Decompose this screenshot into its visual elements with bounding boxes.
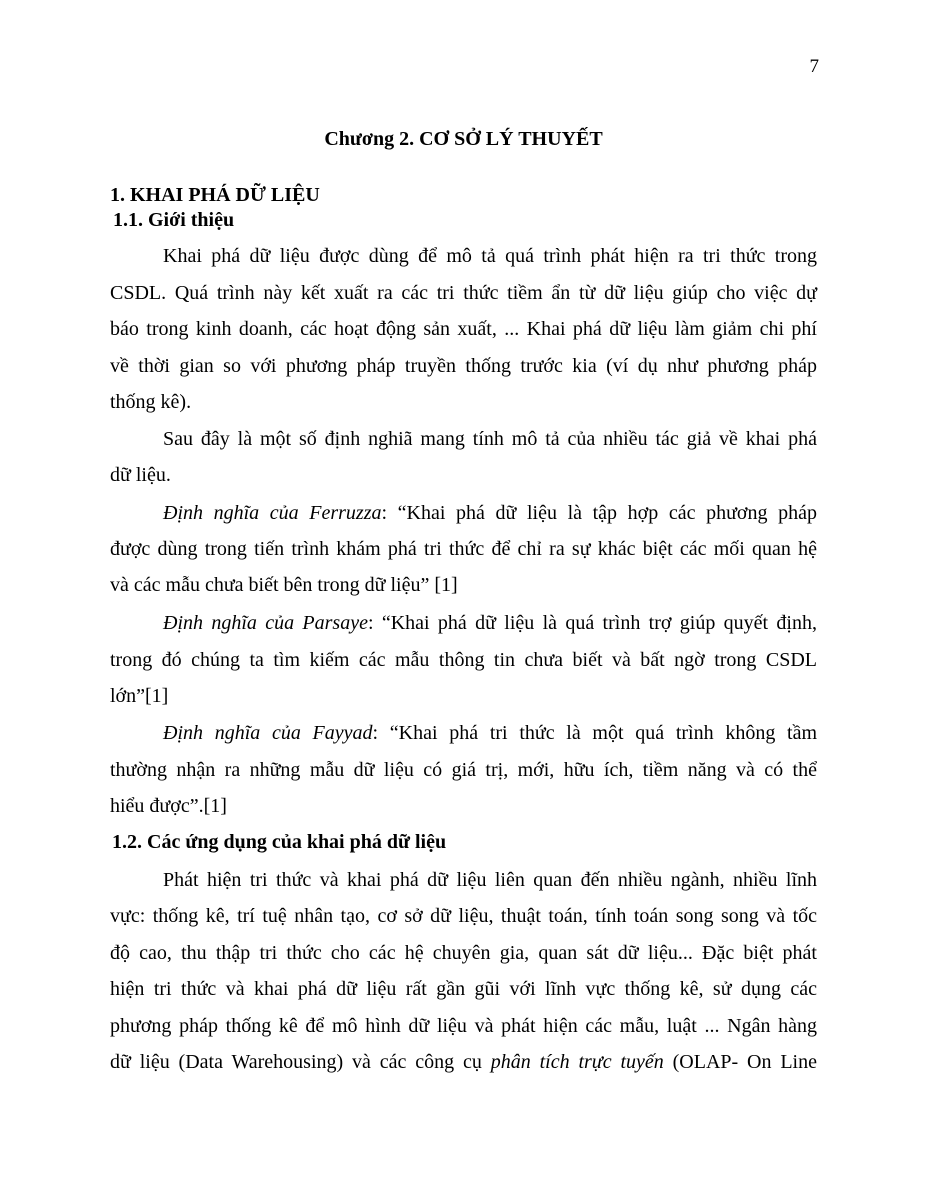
text-line: và các mẫu chưa biết bên trong dữ liệu” [1] (110, 574, 458, 596)
text-line: phương pháp thống kê để mô hình dữ liệu và phát hiện các mẫu, luật ... Ngân hàng (110, 1015, 817, 1037)
text-line: được dùng trong tiến trình khám phá tri thức để chỉ ra sự khác biệt các mối quan hệ (110, 538, 817, 560)
definition-term: Định nghĩa của Parsaye (163, 612, 368, 634)
text-line: dữ liệu. (110, 464, 171, 486)
page-number: 7 (809, 56, 819, 77)
chapter-title: Chương 2. CƠ SỞ LÝ THUYẾT (324, 128, 603, 150)
text-line: lớn”[1] (110, 685, 169, 707)
text-line: vực: thống kê, trí tuệ nhân tạo, cơ sở dữ liệu, thuật toán, tính toán song song và tốc (110, 905, 817, 927)
text-line: Khai phá dữ liệu được dùng để mô tả quá trình phát hiện ra tri thức trong (163, 245, 817, 267)
text-line: Phát hiện tri thức và khai phá dữ liệu liên quan đến nhiều ngành, nhiều lĩnh (163, 869, 817, 891)
text-line: về thời gian so với phương pháp truyền thống trước kia (ví dụ như phương pháp (110, 355, 817, 377)
definition-term: Định nghĩa của Ferruzza (163, 502, 382, 524)
definition-term: Định nghĩa của Fayyad (163, 722, 373, 744)
text-line: thường nhận ra những mẫu dữ liệu có giá trị, mới, hữu ích, tiềm năng và có thể (110, 759, 817, 781)
text-line: hiện tri thức và khai phá dữ liệu rất gần gũi với lĩnh vực thống kê, sử dụng các (110, 978, 817, 1000)
text-line: dữ liệu (Data Warehousing) và các công cụ phân tích trực tuyến (OLAP- On Line (110, 1051, 817, 1073)
italic-term: phân tích trực tuyến (490, 1051, 664, 1073)
section-heading-1: 1. KHAI PHÁ DỮ LIỆU (110, 184, 320, 206)
text-line: báo trong kinh doanh, các hoạt động sản xuất, ... Khai phá dữ liệu làm giảm chi phí (110, 318, 817, 340)
text-line: độ cao, thu thập tri thức cho các hệ chuyên gia, quan sát dữ liệu... Đặc biệt phát (110, 942, 817, 964)
text-line: Định nghĩa của Fayyad: “Khai phá tri thức là một quá trình không tầm (163, 722, 818, 744)
text-line: hiểu được”.[1] (110, 795, 227, 817)
text-line: CSDL. Quá trình này kết xuất ra các tri thức tiềm ẩn từ dữ liệu giúp cho việc dự (110, 282, 817, 304)
text-line: trong đó chúng ta tìm kiếm các mẫu thông tin chưa biết và bất ngờ trong CSDL (110, 649, 817, 671)
text-line: thống kê). (110, 391, 192, 413)
text-line: Sau đây là một số định nghiã mang tính mô tả của nhiều tác giả về khai phá (163, 428, 817, 450)
text-line: Định nghĩa của Ferruzza: “Khai phá dữ liệu là tập hợp các phương pháp (163, 502, 817, 524)
section-heading-1-1: 1.1. Giới thiệu (113, 209, 235, 231)
text-line: Định nghĩa của Parsaye: “Khai phá dữ liệu là quá trình trợ giúp quyết định, (163, 612, 817, 634)
section-heading-1-2: 1.2. Các ứng dụng của khai phá dữ liệu (112, 831, 447, 853)
